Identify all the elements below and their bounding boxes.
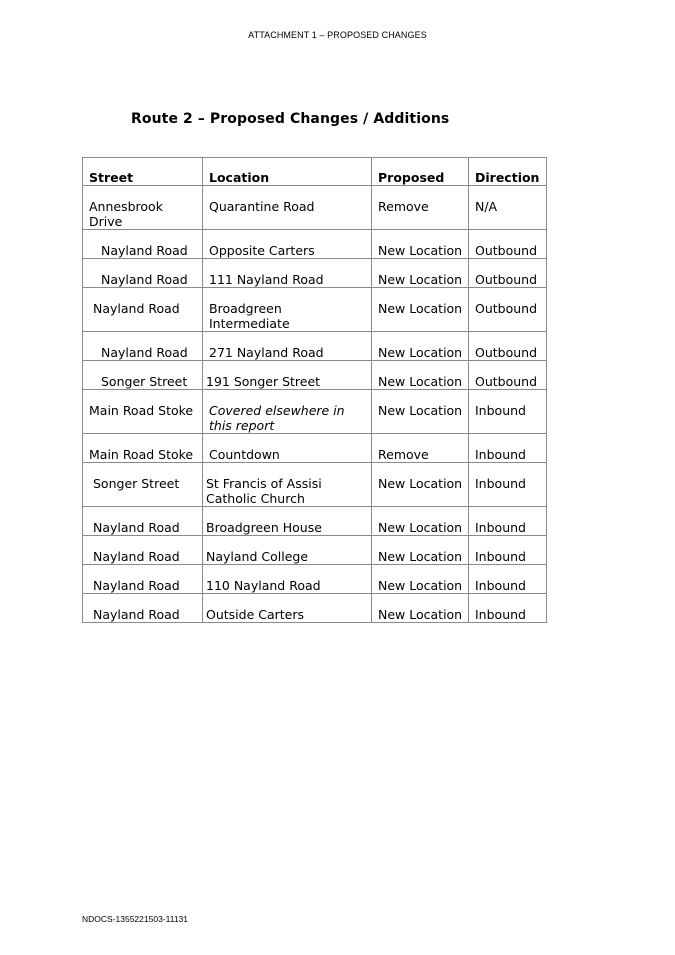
page-title: Route 2 – Proposed Changes / Additions bbox=[131, 111, 450, 127]
proposed-cell: Remove bbox=[372, 434, 469, 463]
location-cell: 271 Nayland Road bbox=[203, 332, 372, 361]
table-row bbox=[83, 186, 547, 230]
location-cell: 191 Songer Street bbox=[203, 361, 372, 390]
location-cell: Countdown bbox=[203, 434, 372, 463]
street-cell: Songer Street bbox=[83, 463, 203, 507]
location-cell: Broadgreen Intermediate bbox=[203, 288, 372, 332]
column-header-direction: Direction bbox=[469, 158, 547, 186]
table-row bbox=[83, 434, 547, 463]
table-row bbox=[83, 565, 547, 594]
proposed-cell: New Location bbox=[372, 565, 469, 594]
table-row bbox=[83, 507, 547, 536]
direction-cell: Inbound bbox=[469, 434, 547, 463]
table-row bbox=[83, 361, 547, 390]
direction-cell: Inbound bbox=[469, 390, 547, 434]
location-cell: Nayland College bbox=[203, 536, 372, 565]
table-row bbox=[83, 259, 547, 288]
direction-cell: Inbound bbox=[469, 507, 547, 536]
direction-cell: Outbound bbox=[469, 288, 547, 332]
street-cell: Annesbrook Drive bbox=[83, 186, 203, 230]
location-cell: Covered elsewhere in this report bbox=[203, 390, 372, 434]
direction-cell: Outbound bbox=[469, 332, 547, 361]
proposed-cell: New Location bbox=[372, 463, 469, 507]
page-header: ATTACHMENT 1 – PROPOSED CHANGES bbox=[248, 30, 427, 40]
street-cell: Nayland Road bbox=[83, 230, 203, 259]
location-cell: 110 Nayland Road bbox=[203, 565, 372, 594]
table-row bbox=[83, 536, 547, 565]
table-row bbox=[83, 463, 547, 507]
proposed-cell: New Location bbox=[372, 536, 469, 565]
direction-cell: Outbound bbox=[469, 361, 547, 390]
proposed-cell: New Location bbox=[372, 390, 469, 434]
street-cell: Nayland Road bbox=[83, 288, 203, 332]
street-cell: Nayland Road bbox=[83, 594, 203, 623]
column-header-street: Street bbox=[83, 158, 203, 186]
street-cell: Nayland Road bbox=[83, 259, 203, 288]
proposed-cell: New Location bbox=[372, 230, 469, 259]
street-cell: Main Road Stoke bbox=[83, 434, 203, 463]
proposed-cell: New Location bbox=[372, 332, 469, 361]
location-cell: Opposite Carters bbox=[203, 230, 372, 259]
direction-cell: Inbound bbox=[469, 463, 547, 507]
table-row bbox=[83, 594, 547, 623]
table-header-row bbox=[83, 158, 547, 186]
table-row bbox=[83, 390, 547, 434]
location-cell: Outside Carters bbox=[203, 594, 372, 623]
column-header-proposed: Proposed bbox=[372, 158, 469, 186]
direction-cell: Inbound bbox=[469, 536, 547, 565]
direction-cell: Inbound bbox=[469, 594, 547, 623]
street-cell: Songer Street bbox=[83, 361, 203, 390]
location-cell: Broadgreen House bbox=[203, 507, 372, 536]
direction-cell: Outbound bbox=[469, 230, 547, 259]
location-cell: 111 Nayland Road bbox=[203, 259, 372, 288]
proposed-cell: Remove bbox=[372, 186, 469, 230]
proposed-cell: New Location bbox=[372, 594, 469, 623]
document-reference-code: NDOCS-1355221503-11131 bbox=[82, 914, 189, 924]
street-cell: Main Road Stoke bbox=[83, 390, 203, 434]
table-row bbox=[83, 332, 547, 361]
location-cell: St Francis of Assisi Catholic Church bbox=[203, 463, 372, 507]
street-cell: Nayland Road bbox=[83, 507, 203, 536]
street-cell: Nayland Road bbox=[83, 565, 203, 594]
proposed-cell: New Location bbox=[372, 259, 469, 288]
direction-cell: Outbound bbox=[469, 259, 547, 288]
table-row bbox=[83, 230, 547, 259]
proposed-cell: New Location bbox=[372, 288, 469, 332]
direction-cell: Inbound bbox=[469, 565, 547, 594]
column-header-location: Location bbox=[203, 158, 372, 186]
proposed-cell: New Location bbox=[372, 507, 469, 536]
table-row bbox=[83, 288, 547, 332]
street-cell: Nayland Road bbox=[83, 536, 203, 565]
route-changes-table bbox=[82, 157, 547, 623]
direction-cell: N/A bbox=[469, 186, 547, 230]
location-cell: Quarantine Road bbox=[203, 186, 372, 230]
street-cell: Nayland Road bbox=[83, 332, 203, 361]
proposed-cell: New Location bbox=[372, 361, 469, 390]
